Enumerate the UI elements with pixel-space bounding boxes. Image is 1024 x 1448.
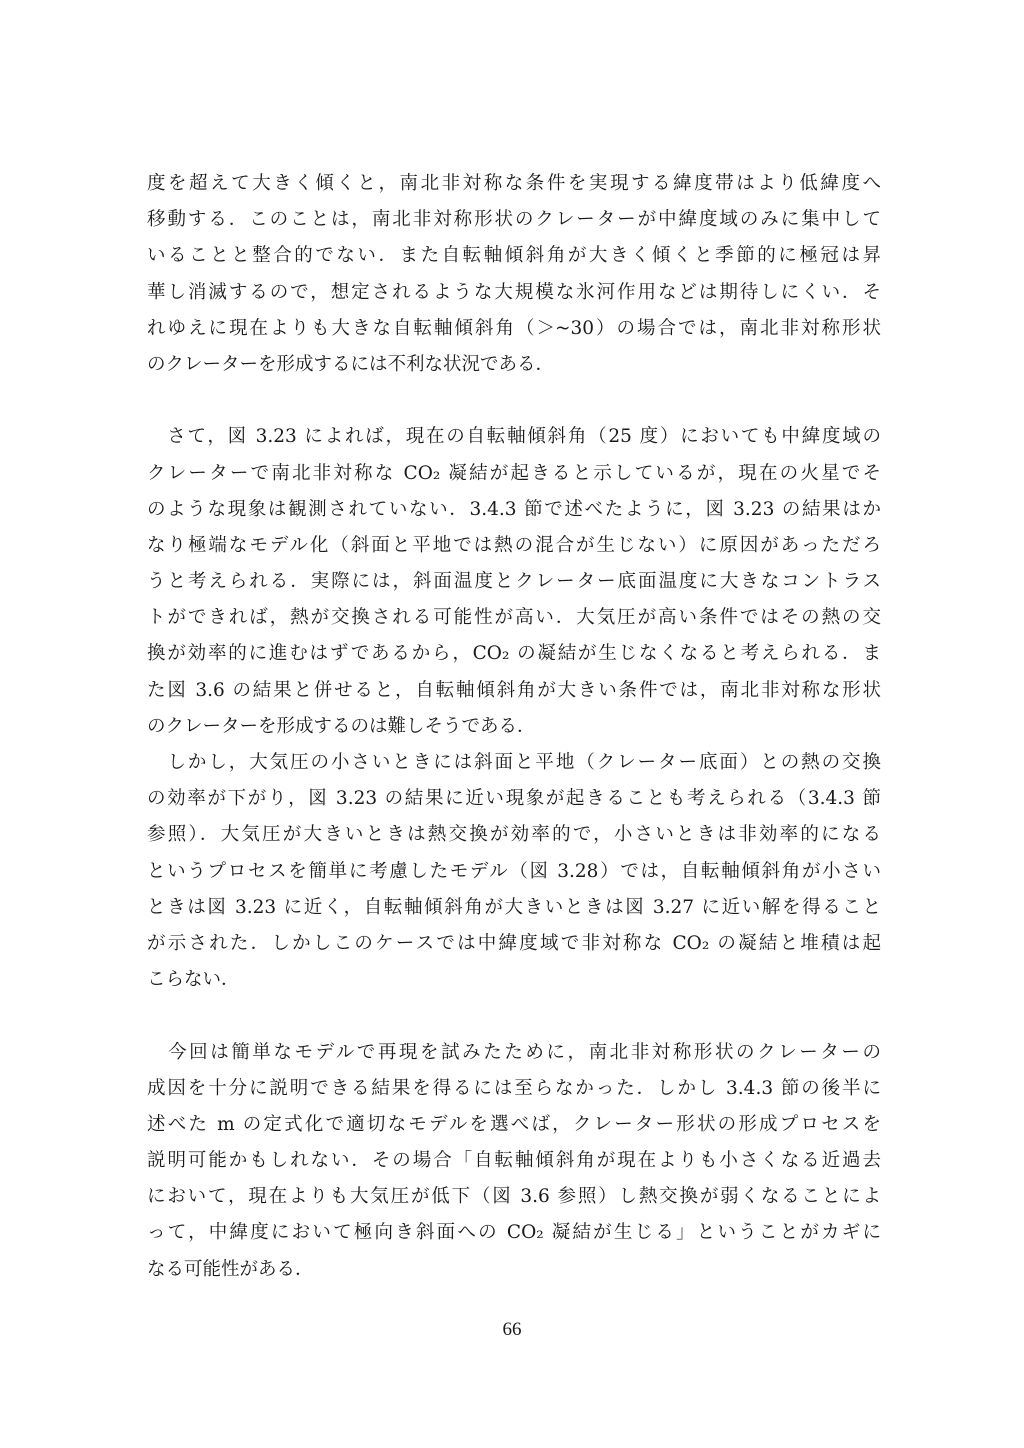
text-line: なる可能性がある．: [147, 1258, 314, 1280]
text-line: なり極端なモデル化（斜面と平地では熱の混合が生じない）に原因があっただろ: [147, 534, 881, 556]
text-line: のクレーターを形成するには不利な状況である．: [147, 353, 555, 375]
paragraph-gap: [147, 998, 881, 1034]
text-line: 説明可能かもしれない．その場合「自転軸傾斜角が現在よりも小さくなる近過去: [147, 1150, 881, 1172]
text-line: 今回は簡単なモデルで再現を試みたために，南北非対称形状のクレーターの: [147, 1041, 881, 1063]
text-line: れゆえに現在よりも大きな自転軸傾斜角（＞~30）の場合では，南北非対称形状: [147, 317, 881, 339]
text-line: って，中緯度において極向き斜面への CO₂ 凝結が生じる」ということがカギに: [147, 1222, 881, 1244]
text-line: において，現在よりも大気圧が低下（図 3.6 参照）し熱交換が弱くなることによ: [147, 1186, 881, 1208]
text-line: が示された．しかしこのケースでは中緯度域で非対称な CO₂ の凝結と堆積は起: [147, 932, 881, 954]
text-line: トができれば，熱が交換される可能性が高い．大気圧が高い条件ではその熱の交: [147, 607, 881, 629]
page-number: 66: [502, 1319, 522, 1340]
text-line: クレーターで南北非対称な CO₂ 凝結が起きると示しているが，現在の火星でそ: [147, 462, 881, 484]
text-line: こらない．: [147, 969, 240, 991]
text-line: 度を超えて大きく傾くと，南北非対称な条件を実現する緯度帯はより低緯度へ: [147, 173, 881, 194]
text-line: 述べた m の定式化で適切なモデルを選べば，クレーター形状の形成プロセスを: [147, 1113, 881, 1135]
text-line: 参照）．大気圧が大きいときは熱交換が効率的で，小さいときは非効率的になる: [147, 824, 881, 846]
text-line: た図 3.6 の結果と併せると，自転軸傾斜角が大きい条件では，南北非対称な形状: [147, 679, 881, 701]
paragraph-3: [147, 745, 881, 998]
text-line: 成因を十分に説明できる結果を得るには至らなかった．しかし 3.4.3 節の後半に: [147, 1077, 881, 1099]
paragraph-gap: [147, 383, 881, 419]
text-line: というプロセスを簡単に考慮したモデル（図 3.28）では，自転軸傾斜角が小さい: [147, 860, 881, 882]
text-line: しかし，大気圧の小さいときには斜面と平地（クレーター底面）との熱の交換: [147, 752, 881, 773]
page-body: [147, 166, 881, 1288]
paragraph-2: [147, 419, 881, 745]
paragraph-1: [147, 166, 881, 383]
text-line: 換が効率的に進むはずであるから，CO₂ の凝結が生じなくなると考えられる．ま: [147, 643, 881, 665]
text-line: さて，図 3.23 によれば，現在の自転軸傾斜角（25 度）においても中緯度域の: [147, 426, 881, 448]
text-line: ときは図 3.23 に近く，自転軸傾斜角が大きいときは図 3.27 に近い解を得ること: [147, 896, 881, 918]
text-line: のような現象は観測されていない．3.4.3 節で述べたように，図 3.23 の結果はか: [147, 498, 881, 520]
text-line: のクレーターを形成するのは難しそうである．: [147, 715, 536, 737]
text-line: うと考えられる．実際には，斜面温度とクレーター底面温度に大きなコントラス: [147, 571, 881, 593]
text-line: いることと整合的でない．また自転軸傾斜角が大きく傾くと季節的に極冠は昇: [147, 245, 881, 267]
paragraph-4: [147, 1035, 881, 1288]
text-line: の効率が下がり，図 3.23 の結果に近い現象が起きることも考えられる（3.4.3 節: [147, 788, 881, 810]
text-line: 移動する．このことは，南北非対称形状のクレーターが中緯度域のみに集中して: [147, 209, 881, 231]
text-line: 華し消滅するので，想定されるような大規模な氷河作用などは期待しにくい．そ: [147, 281, 881, 303]
